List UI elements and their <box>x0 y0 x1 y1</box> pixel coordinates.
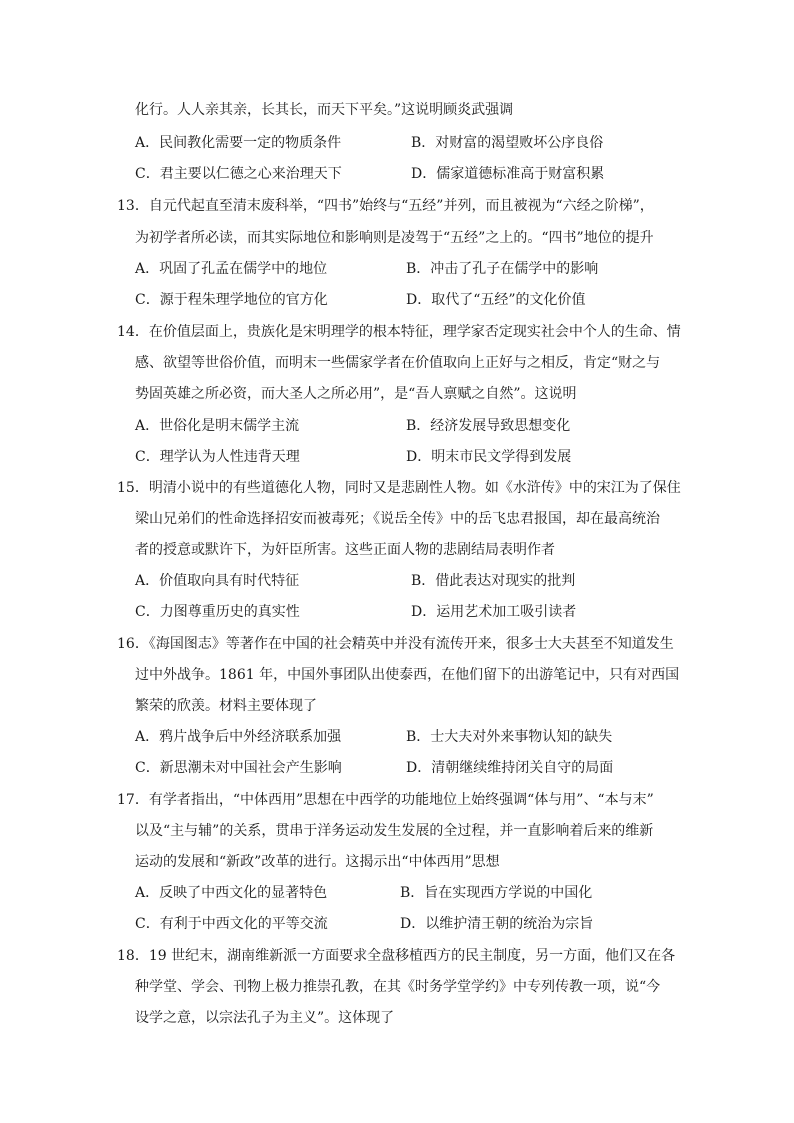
q17-option-b[interactable]: B．旨在实现西方学说的中国化 <box>400 885 593 901</box>
q13-stem-line-2: 为初学者所必读，而其实际地位和影响则是凌驾于“五经”之上的。“四书”地位的提升 <box>135 230 654 246</box>
intro-option-c[interactable]: C．君主要以仁德之心来治理天下 <box>135 166 342 182</box>
q13-stem-line-1: 13．自元代起直至清末废科举，“四书”始终与“五经”并列，而且被视为“六经之阶梯”， <box>117 198 654 214</box>
q13-option-b[interactable]: B．冲击了孔子在儒学中的影响 <box>406 261 599 277</box>
q14-stem-line-1: 14．在价值层面上，贵族化是宋明理学的根本特征，理学家否定现实社会中个人的生命、情 <box>117 324 681 340</box>
q18-stem-line-2: 种学堂、学会、刊物上极力推崇孔教，在其《时务学堂学约》中专列传教一项，说“今 <box>135 979 661 995</box>
q16-stem-line-2: 过中外战争。1861 年，中国外事团队出使泰西，在他们留下的出游笔记中，只有对西国 <box>135 667 680 683</box>
q17-stem-line-2: 以及“主与辅”的关系，贯串于洋务运动发生发展的全过程，并一直影响着后来的维新 <box>135 823 654 839</box>
intro-option-b[interactable]: B．对财富的渴望败坏公序良俗 <box>411 135 604 151</box>
q17-option-a[interactable]: A．反映了中西文化的显著特色 <box>135 885 328 901</box>
q14-option-a[interactable]: A．世俗化是明末儒学主流 <box>135 418 300 434</box>
q15-option-c[interactable]: C．力图尊重历史的真实性 <box>135 604 300 620</box>
q16-option-a[interactable]: A．鸦片战争后中外经济联系加强 <box>135 729 342 745</box>
q18-stem-line-3: 设学之意，以宗法孔子为主义”。这体现了 <box>135 1010 395 1026</box>
q16-option-b[interactable]: B．士大夫对外来事物认知的缺失 <box>406 729 613 745</box>
intro-option-a[interactable]: A．民间教化需要一定的物质条件 <box>135 135 342 151</box>
q16-option-c[interactable]: C．新思潮未对中国社会产生影响 <box>135 760 342 776</box>
q14-option-d[interactable]: D．明末市民文学得到发展 <box>406 449 572 465</box>
q17-option-c[interactable]: C．有利于中西文化的平等交流 <box>135 916 328 932</box>
q15-stem-line-2: 梁山兄弟们的性命选择招安而被毒死；《说岳全传》中的岳飞忠君报国，却在最高统治 <box>135 511 660 527</box>
q18-stem-line-1: 18．19 世纪末，湖南维新派一方面要求全盘移植西方的民主制度，另一方面，他们又在各 <box>117 948 676 964</box>
q14-stem-line-3: 势固英雄之所必资，而大圣人之所必用”，是“吾人禀赋之自然”。这说明 <box>135 386 577 402</box>
q16-option-d[interactable]: D．清朝继续维持闭关自守的局面 <box>406 760 614 776</box>
q17-option-d[interactable]: D．以维护清王朝的统治为宗旨 <box>400 916 594 932</box>
q14-option-c[interactable]: C．理学认为人性违背天理 <box>135 449 300 465</box>
q14-stem-line-2: 感、欲望等世俗价值，而明末一些儒家学者在价值取向上正好与之相反，肯定“财之与 <box>135 355 661 371</box>
q17-stem-line-1: 17．有学者指出，“中体西用”思想在中西学的功能地位上始终强调“体与用”、“本与末” <box>117 792 654 808</box>
q13-option-a[interactable]: A．巩固了孔孟在儒学中的地位 <box>135 261 328 277</box>
q13-option-c[interactable]: C．源于程朱理学地位的官方化 <box>135 292 328 308</box>
intro-line: 化行。人人亲其亲，长其长，而天下平矣。”这说明顾炎武强调 <box>135 102 514 118</box>
q17-stem-line-3: 运动的发展和“新政”改革的进行。这揭示出“中体西用”思想 <box>135 854 500 870</box>
q13-option-d[interactable]: D．取代了“五经”的文化价值 <box>406 292 586 308</box>
q16-stem-line-1: 16．《海国图志》等著作在中国的社会精英中并没有流传开来，很多士大夫甚至不知道发生 <box>117 636 674 652</box>
q15-option-a[interactable]: A．价值取向具有时代特征 <box>135 573 300 589</box>
q15-option-b[interactable]: B．借此表达对现实的批判 <box>411 573 576 589</box>
q14-option-b[interactable]: B．经济发展导致思想变化 <box>406 418 571 434</box>
q15-stem-line-1: 15．明清小说中的有些道德化人物，同时又是悲剧性人物。如《水浒传》中的宋江为了保住 <box>117 480 681 496</box>
q16-stem-line-3: 繁荣的欣羡。材料主要体现了 <box>135 698 317 714</box>
q15-stem-line-3: 者的授意或默许下，为奸臣所害。这些正面人物的悲剧结局表明作者 <box>135 542 555 558</box>
intro-option-d[interactable]: D．儒家道德标准高于财富积累 <box>411 166 605 182</box>
q15-option-d[interactable]: D．运用艺术加工吸引读者 <box>411 604 577 620</box>
